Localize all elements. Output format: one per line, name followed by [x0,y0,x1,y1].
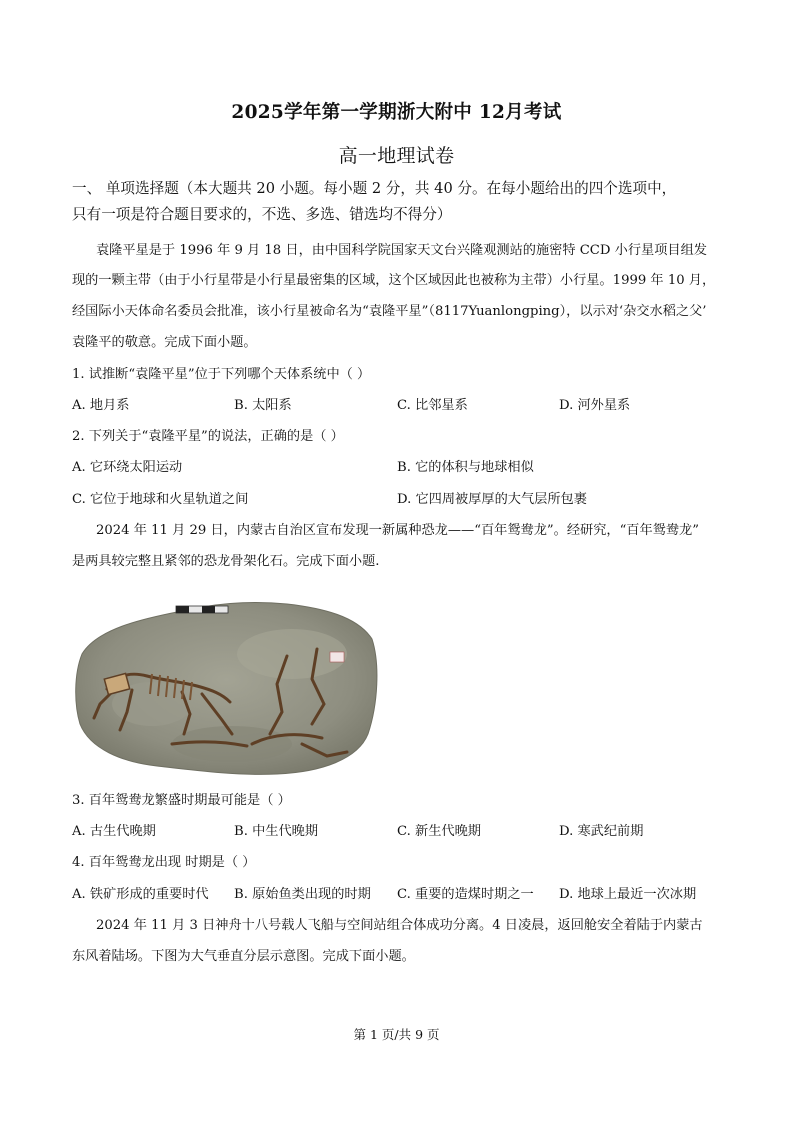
question-4-option-c: C. 重要的造煤时期之一 [397,887,534,902]
passage1-line1: 袁隆平星是于 1996 年 9 月 18 日，由中国科学院国家天文台兴隆观测站的施密特 CCD 小行星项目组发 [96,243,707,258]
question-2-option-b: B. 它的体积与地球相似 [397,460,534,475]
question-4-option-a: A. 铁矿形成的重要时代 [72,887,209,902]
question-2-option-a: A. 它环绕太阳运动 [72,460,183,475]
passage3-line2: 东风着陆场。下图为大气垂直分层示意图。完成下面小题。 [72,949,415,964]
question-3-option-a: A. 古生代晚期 [72,824,156,839]
question-1-option-d: D. 河外星系 [559,398,631,413]
passage1-line2: 现的一颗主带（由于小行星带是小行星最密集的区域，这个区域因此也被称为主带）小行星。1999 年 10 月， [72,273,716,288]
question-4-option-b: B. 原始鱼类出现的时期 [234,887,371,902]
dinosaur-fossil-image [72,594,380,778]
passage2-line2: 是两具较完整且紧邻的恐龙骨架化石。完成下面小题. [72,554,380,569]
question-1-option-b: B. 太阳系 [234,398,292,413]
passage1-line4: 袁隆平的敬意。完成下面小题。 [72,335,257,350]
exam-subtitle: 高一地理试卷 [338,145,455,167]
question-2-stem: 2. 下列关于“袁隆平星”的说法，正确的是（ ） [72,429,344,444]
question-1-option-c: C. 比邻星系 [397,398,468,413]
passage3-line1: 2024 年 11 月 3 日神舟十八号载人飞船与空间站组合体成功分离。4 日凌晨，返回舱安全着陆于内蒙古 [96,918,703,933]
question-2-option-d: D. 它四周被厚厚的大气层所包裹 [397,492,587,507]
question-3-stem: 3. 百年鸳鸯龙繁盛时期最可能是（ ） [72,793,291,808]
question-3-option-d: D. 寒武纪前期 [559,824,644,839]
passage2-line1: 2024 年 11 月 29 日，内蒙古自治区宣布发现一新属种恐龙——“百年鸳鸯龙”。经研究，“百年鸳鸯龙” [96,523,699,538]
question-3-option-c: C. 新生代晚期 [397,824,481,839]
passage1-line3: 经国际小天体命名委员会批准，该小行星被命名为“袁隆平星”（8117Yuanlongping），以示对‘杂交水稻之父’ [72,304,707,319]
question-1-option-a: A. 地月系 [72,398,130,413]
question-4-stem: 4. 百年鸳鸯龙出现 时期是（ ） [72,855,256,870]
question-3-option-b: B. 中生代晚期 [234,824,319,839]
question-4-option-d: D. 地球上最近一次冰期 [559,887,697,902]
section-heading-line1: 一、 单项选择题（本大题共 20 小题。每小题 2 分，共 40 分。在每小题给出的四个选项中， [72,180,677,197]
page-footer: 第 1 页/共 9 页 [353,1027,440,1042]
exam-title: 2025学年第一学期浙大附中 12月考试 [231,102,562,123]
question-2-option-c: C. 它位于地球和火星轨道之间 [72,492,249,507]
question-1-stem: 1. 试推断“袁隆平星”位于下列哪个天体系统中（ ） [72,367,371,382]
section-heading-line2: 只有一项是符合题目要求的，不选、多选、错选均不得分） [72,206,452,223]
